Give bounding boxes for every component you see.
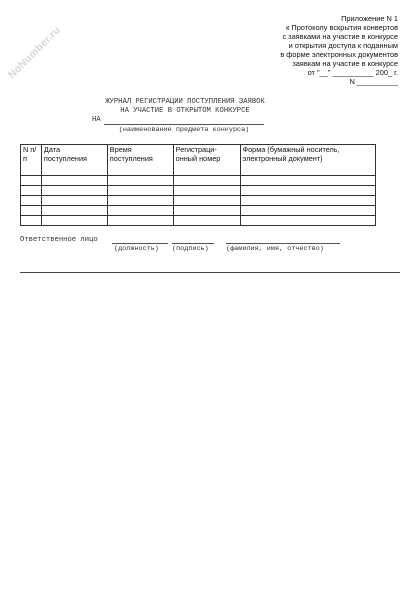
table-cell xyxy=(41,176,107,186)
signature-caption: (подпись) xyxy=(172,245,209,253)
table-cell xyxy=(107,206,173,216)
table-cell xyxy=(41,216,107,226)
position-line xyxy=(112,243,168,244)
table-cell xyxy=(21,186,42,196)
header-date: Дата поступления xyxy=(41,145,107,176)
appendix-line: с заявками на участие в конкурсе xyxy=(282,32,398,41)
table-row xyxy=(21,186,376,196)
header-number: N п/п xyxy=(21,145,42,176)
table-cell xyxy=(240,206,375,216)
table-cell xyxy=(107,186,173,196)
table-cell xyxy=(240,186,375,196)
appendix-line: Приложение N 1 xyxy=(341,14,398,23)
table-cell xyxy=(240,176,375,186)
table-row xyxy=(21,206,376,216)
table-cell xyxy=(41,196,107,206)
header-form: Форма (бумажный носитель, электронный документ) xyxy=(240,145,375,176)
table-cell xyxy=(173,196,240,206)
table-cell xyxy=(240,216,375,226)
table-cell xyxy=(107,196,173,206)
table-cell xyxy=(41,206,107,216)
header-time: Время поступления xyxy=(107,145,173,176)
subject-underline xyxy=(104,124,264,125)
table-row xyxy=(21,216,376,226)
table-cell xyxy=(107,216,173,226)
signature-line xyxy=(172,243,214,244)
table-cell xyxy=(41,186,107,196)
table-cell xyxy=(21,196,42,206)
table-cell xyxy=(173,206,240,216)
table-cell xyxy=(240,196,375,206)
table-cell xyxy=(173,186,240,196)
appendix-line: заявкам на участие в конкурсе xyxy=(292,59,398,68)
full-name-caption: (фамилия, имя, отчество) xyxy=(226,245,324,253)
table-cell xyxy=(21,216,42,226)
position-caption: (должность) xyxy=(114,245,159,253)
appendix-line: в форме электронных документов xyxy=(280,50,398,59)
appendix-line: к Протоколу вскрытия конвертов xyxy=(286,23,398,32)
table-cell xyxy=(21,206,42,216)
full-name-line xyxy=(226,243,340,244)
table-cell xyxy=(107,176,173,186)
header-reg-number: Регистраци- онный номер xyxy=(173,145,240,176)
responsible-label: Ответственное лицо xyxy=(20,236,98,244)
table-cell xyxy=(173,216,240,226)
registration-table xyxy=(20,144,376,226)
appendix-date-line: от "__" __________ 200_ г. xyxy=(307,68,398,77)
na-label: НА xyxy=(92,116,101,124)
watermark: NoNumber.ru xyxy=(5,24,63,82)
appendix-block xyxy=(198,14,398,86)
table-header-row xyxy=(21,145,376,176)
table-row xyxy=(21,196,376,206)
table-row xyxy=(21,176,376,186)
table-cell xyxy=(21,176,42,186)
title-line-1: ЖУРНАЛ РЕГИСТРАЦИИ ПОСТУПЛЕНИЯ ЗАЯВОК xyxy=(105,98,265,106)
table-cell xyxy=(173,176,240,186)
page-divider xyxy=(20,272,400,273)
appendix-line: и открытия доступа к поданным xyxy=(288,41,398,50)
document-title xyxy=(60,98,310,116)
subject-caption: (наименование предмета конкурса) xyxy=(118,126,250,134)
title-line-2: НА УЧАСТИЕ В ОТКРЫТОМ КОНКУРСЕ xyxy=(120,107,250,115)
appendix-number-line: N __________ xyxy=(349,77,398,86)
